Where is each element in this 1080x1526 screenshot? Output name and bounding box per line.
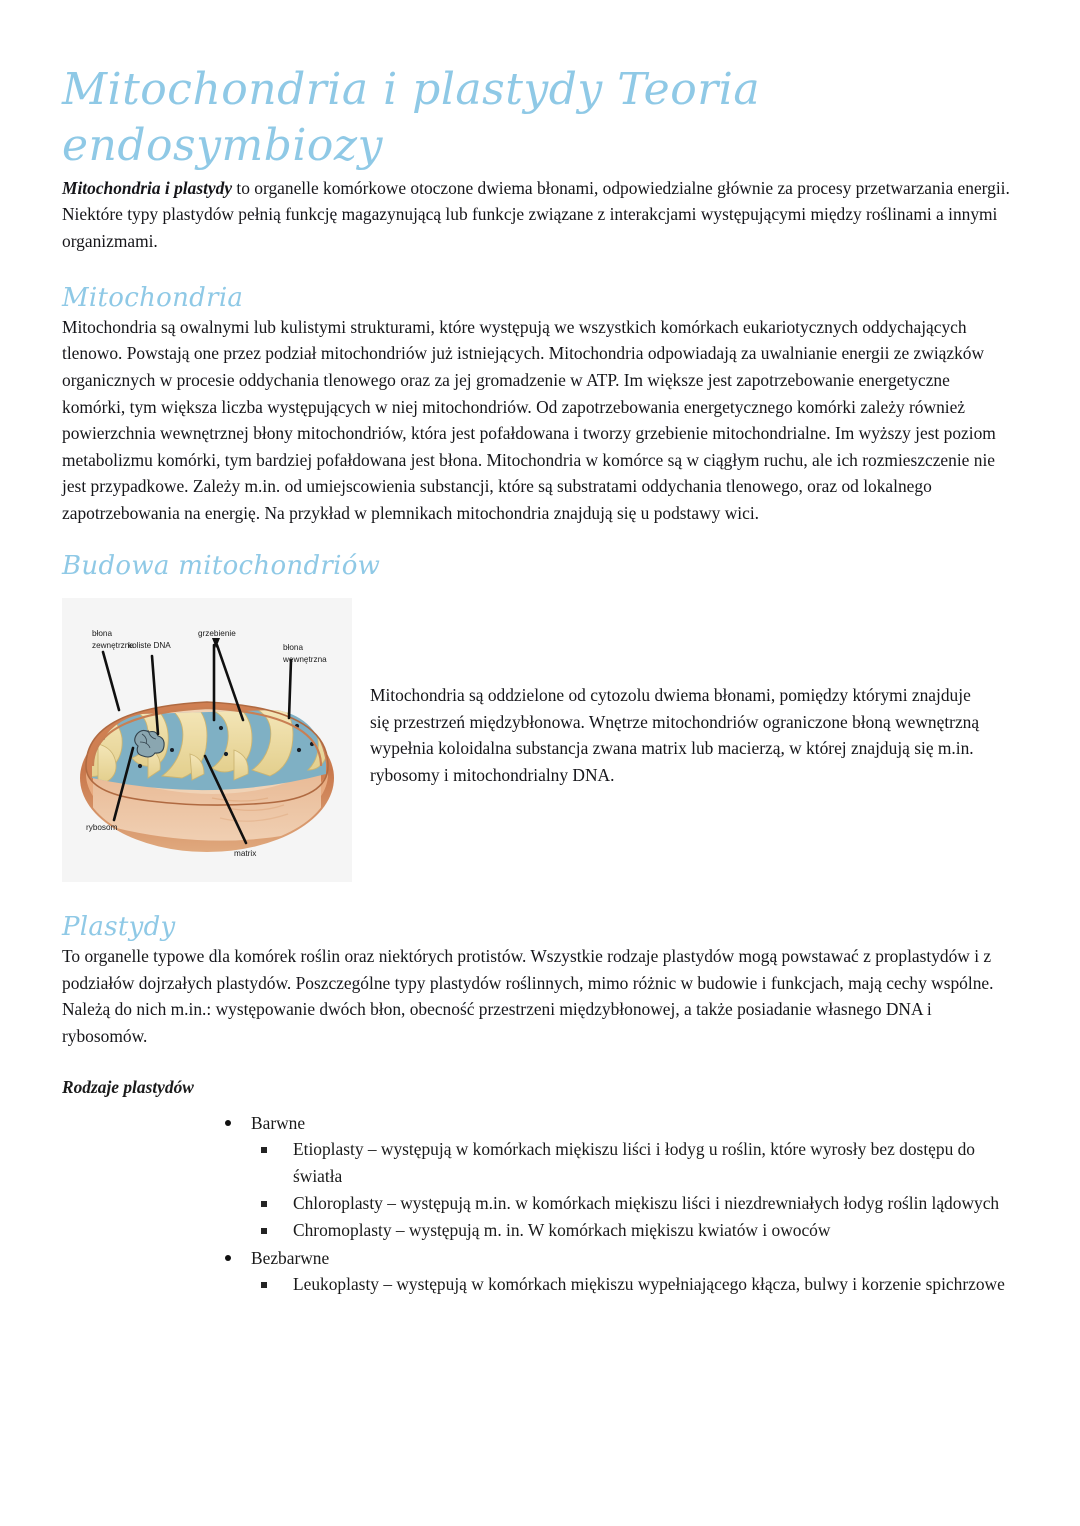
plastydy-paragraph: To organelle typowe dla komórek roślin oraz niektórych protistów. Wszystkie rodzaje plastydów mogą powstawać z proplastydów i z podziałów dojrzałych plastydów. Poszczególne typy plastydów roślinnych, mimo różnic w budowie i funkcjach, mają cechy wspólne. Należą do nich m.in.: występowanie dwóch błon, obecność przestrzeni międzybłonowej, a także posiadanie własnego DNA i rybosomów. (62, 946, 994, 1046)
label-inner-membrane-line2: wewnętrzna (283, 654, 327, 664)
list-item-leukoplasty (251, 1271, 1010, 1297)
disc-bullet-icon (225, 1255, 231, 1261)
label-outer-membrane-line2: zewnętrzna (92, 640, 134, 650)
figure-caption: Mitochondria są oddzielone od cytozolu dwiema błonami, pomiędzy którymi znajduje się przestrzeń międzybłonowa. Wnętrze mitochondriów ograniczone błoną wewnętrzną wypełnia koloidalna substancja zwana matrix lub macierzą, w której znajdują się m.in. rybosomy i mitochondrialny DNA. (370, 684, 980, 785)
plastid-types-list (62, 1110, 1010, 1298)
mitochondrion-diagram (62, 598, 352, 882)
figure-row (62, 598, 1010, 882)
square-bullet-icon (261, 1147, 267, 1153)
item-text-chromoplasty: Chromoplasty – występują m. in. W komórkach miękiszu kwiatów i owoców (293, 1220, 831, 1241)
list-item-chromoplasty (251, 1217, 1010, 1243)
label-inner-membrane-line1: błona (283, 642, 304, 652)
section-heading-plastydy: Plastydy (62, 911, 176, 942)
disc-bullet-icon (225, 1120, 231, 1126)
list-item-group-barwne (217, 1110, 1010, 1244)
intro-lead-text: Mitochondria i plastydy (62, 177, 233, 198)
list-item-chloroplasty (251, 1190, 1010, 1216)
intro-paragraph (62, 175, 1010, 255)
label-matrix: matrix (234, 848, 257, 858)
list-item-group-bezbarwne (217, 1245, 1010, 1298)
intro-rest-text: to organelle komórkowe otoczone dwiema błonami, odpowiedzialne głównie za procesy przetwarzania energii. Niektóre typy plastydów pełnią funkcję magazynującą lub funkcje związane z interakcjami występującymi między roślinami a innymi organizmami. (62, 177, 1010, 251)
label-circular-dna: koliste DNA (128, 640, 171, 650)
square-bullet-icon (261, 1228, 267, 1234)
label-outer-membrane-line1: błona (92, 628, 113, 638)
item-text-leukoplasty: Leukoplasty – występują w komórkach miękiszu wypełniającego kłącza, bulwy i korzenie spichrzowe (293, 1274, 1005, 1295)
section-heading-budowa-mitochondriow: Budowa mitochondriów (62, 550, 381, 581)
item-text-etioplasty: Etioplasty – występują w komórkach miękiszu liści i łodyg u roślin, które wyrosły bez dostępu do światła (293, 1139, 975, 1186)
sublist-bezbarwne (217, 1271, 1010, 1297)
mitochondrion-svg (62, 598, 352, 882)
group-label-bezbarwne: Bezbarwne (251, 1247, 330, 1268)
page-title: Mitochondria i plastydy Teoria endosymbiozy (62, 64, 761, 172)
group-label-barwne: Barwne (251, 1112, 306, 1133)
label-ribosome: rybosom (86, 822, 118, 832)
mitochondria-paragraph: Mitochondria są owalnymi lub kulistymi strukturami, które występują we wszystkich komórkach eukariotycznych oddychających tlenowo. Powstają one przez podział mitochondriów już istniejących. Mitochondria odpowiadają za uwalnianie energii ze związków organicznych w procesie oddychania tlenowego oraz za jej gromadzenie w ATP. Im większe jest zapotrzebowanie energetyczne komórki, tym większa liczba występujących w niej mitochondriów. Od zapotrzebowania energetycznego komórki zależy również powierzchnia wewnętrznej błony mitochondriów, która jest pofałdowana i tworzy grzebienie mitochondrialne. Im wyższy jest poziom metabolizmu komórki, tym bardziej pofałdowana jest błona. Mitochondria w komórce są w ciągłym ruchu, ale ich rozmieszczenie nie jest przypadkowe. Zależy m.in. od umiejscowienia substancji, które są substratami oddychania tlenowego, oraz od lokalnego zapotrzebowania na energię. Na przykład w plemnikach mitochondria znajdują się u podstawy wici. (62, 316, 996, 524)
label-cristae: grzebienie (198, 628, 236, 638)
square-bullet-icon (261, 1282, 267, 1288)
list-item-etioplasty (251, 1136, 1010, 1189)
item-text-chloroplasty: Chloroplasty – występują m.in. w komórkach miękiszu liści i niezdrewniałych łodyg roślin lądowych (293, 1193, 1000, 1214)
sublist-barwne (217, 1136, 1010, 1244)
section-heading-mitochondria: Mitochondria (62, 282, 244, 313)
square-bullet-icon (261, 1201, 267, 1207)
plastid-types-title: Rodzaje plastydów (62, 1076, 194, 1097)
